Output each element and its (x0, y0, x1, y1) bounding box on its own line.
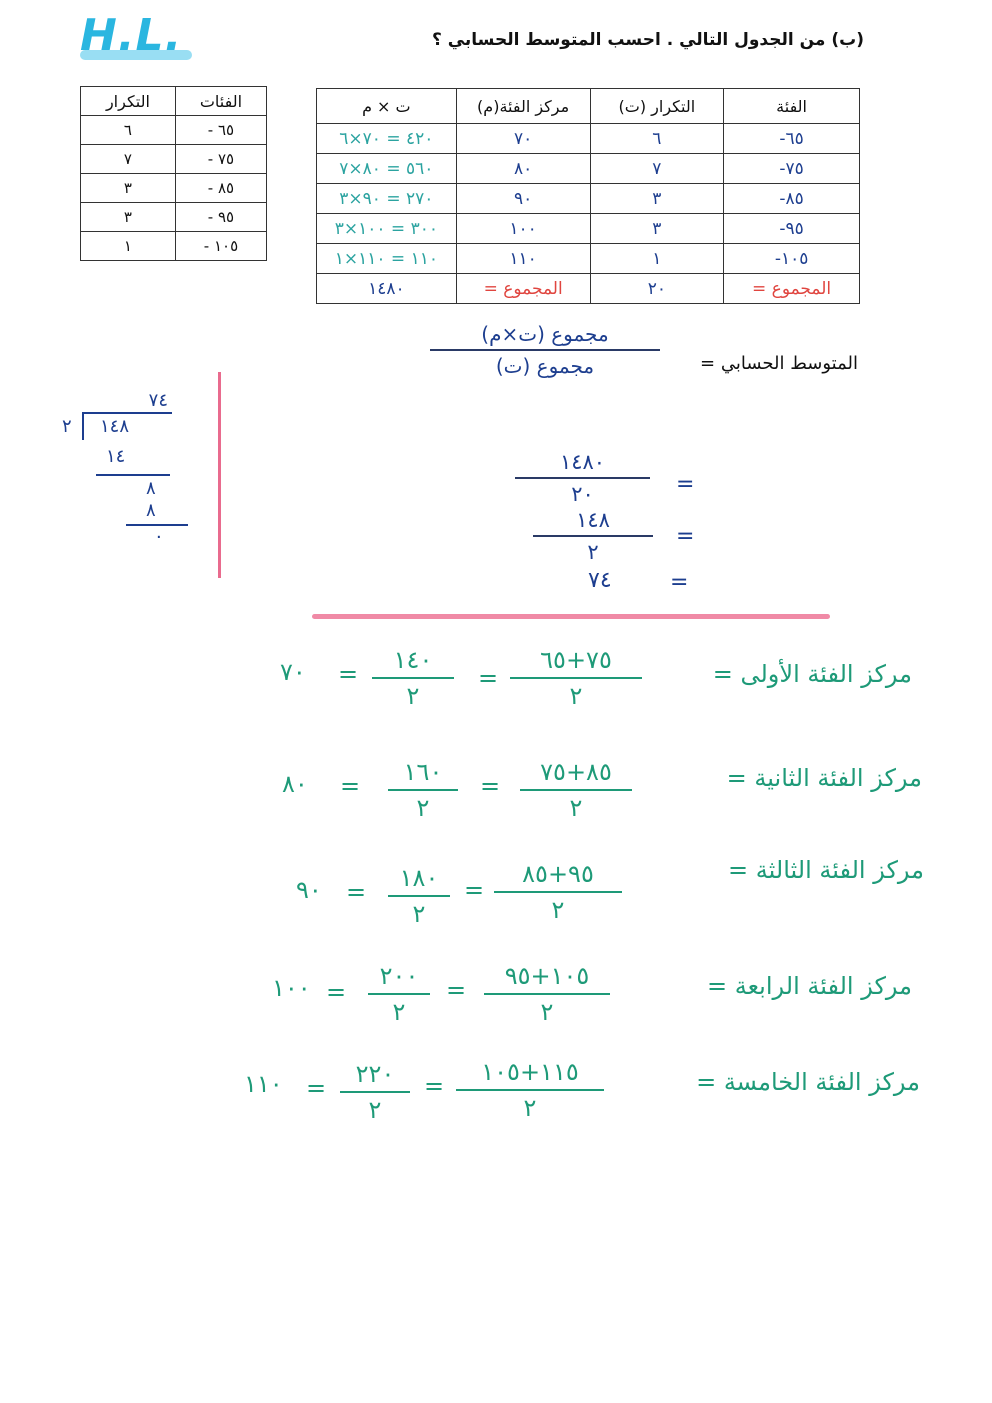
table-row (317, 214, 860, 244)
fraction-bar (456, 1089, 604, 1091)
center-sum-fraction (456, 1058, 604, 1122)
center-total-fraction (340, 1060, 410, 1124)
mean-label: المتوسط الحسابي = (700, 353, 858, 374)
fraction-bar (494, 891, 622, 893)
header-frequency: التكرار (ت) (590, 89, 724, 124)
fraction-bar (533, 535, 653, 537)
header-classes: الفئات (175, 87, 266, 116)
sum-numerator: ٨٥+٧٥ (540, 758, 612, 786)
mean-step2-fraction (533, 508, 653, 564)
division-quotient: ٧٤ (148, 390, 168, 411)
center-sum-fraction (520, 758, 632, 822)
logo-text: H.L. (80, 10, 183, 61)
header-frequency: التكرار (81, 87, 176, 116)
table-header-row (317, 89, 860, 124)
center-cell: ١١٠ (456, 244, 590, 274)
division-line (96, 474, 170, 476)
division-top-line (82, 412, 172, 414)
division-subtract-1: ١٤ (106, 446, 126, 467)
total-frequency: ٢٠ (590, 274, 724, 304)
center-total-fraction (388, 758, 458, 822)
center-result: ١١٠ (244, 1070, 283, 1098)
sum-numerator: ٧٥+٦٥ (540, 646, 612, 674)
step1-numerator: ١٤٨٠ (559, 450, 606, 474)
total-numerator: ٢٢٠ (355, 1060, 395, 1088)
formula-denominator: مجموع (ت) (495, 354, 595, 378)
fraction-bar (510, 677, 642, 679)
division-remainder-1: ٨ (146, 478, 156, 499)
class-cell: ١٠٥- (724, 244, 860, 274)
class-cell: ٨٥ - (175, 174, 266, 203)
freq-cell: ٧ (81, 145, 176, 174)
center-cell: ٩٠ (456, 184, 590, 214)
sum-denominator: ٢ (540, 998, 554, 1026)
freq-cell: ١ (81, 232, 176, 261)
freq-cell: ٣ (81, 174, 176, 203)
center-result: ١٠٠ (272, 974, 311, 1002)
center-label: مركز الفئة الأولى = (712, 660, 912, 688)
table-total-row (317, 274, 860, 304)
freq-cell: ٦ (590, 124, 724, 154)
center-label: مركز الفئة الثالثة = (728, 856, 924, 884)
fraction-bar (520, 789, 632, 791)
pink-divider-horizontal (312, 614, 830, 619)
class-cell: ٩٥ - (175, 203, 266, 232)
sum-denominator: ٢ (569, 682, 583, 710)
center-sum-fraction (494, 860, 622, 924)
total-numerator: ٢٠٠ (379, 962, 419, 990)
freq-cell: ٣ (590, 214, 724, 244)
sum-denominator: ٢ (523, 1094, 537, 1122)
total-label-2: المجموع = (456, 274, 590, 304)
center-cell: ٧٠ (456, 124, 590, 154)
freq-cell: ٦ (81, 116, 176, 145)
total-product: ١٤٨٠ (317, 274, 457, 304)
center-label: مركز الفئة الرابعة = (706, 972, 912, 1000)
class-cell: ٧٥ - (175, 145, 266, 174)
step2-numerator: ١٤٨ (576, 508, 610, 532)
sum-numerator: ١٠٥+٩٥ (504, 962, 590, 990)
division-subtract-2: ٨ (146, 500, 156, 521)
fraction-bar (484, 993, 610, 995)
table-row (317, 244, 860, 274)
center-sum-fraction (510, 646, 642, 710)
center-label: مركز الفئة الخامسة = (696, 1068, 920, 1096)
center-sum-fraction (484, 962, 610, 1026)
total-denominator: ٢ (416, 794, 430, 822)
table-row (317, 124, 860, 154)
center-label: مركز الفئة الثانية = (726, 764, 922, 792)
freq-cell: ٣ (590, 184, 724, 214)
center-result: ٩٠ (296, 876, 322, 904)
center-cell: ٨٠ (456, 154, 590, 184)
total-denominator: ٢ (406, 682, 420, 710)
table-header-row (81, 87, 267, 116)
total-label: المجموع = (724, 274, 860, 304)
table-row (81, 174, 267, 203)
total-numerator: ١٦٠ (403, 758, 443, 786)
fraction-bar (515, 477, 650, 479)
table-row (81, 116, 267, 145)
header-class: الفئة (724, 89, 860, 124)
total-numerator: ١٤٠ (393, 646, 433, 674)
division-bracket (82, 412, 84, 440)
class-cell: ١٠٥ - (175, 232, 266, 261)
table-row (81, 203, 267, 232)
question-text: (ب) من الجدول التالي . احسب المتوسط الحسابي ؟ (431, 30, 864, 50)
total-numerator: ١٨٠ (399, 864, 439, 892)
equals-sign: = (676, 472, 695, 497)
freq-cell: ٣ (81, 203, 176, 232)
center-total-fraction (388, 864, 450, 928)
table-row (81, 145, 267, 174)
header-center: مركز الفئة(م) (456, 89, 590, 124)
product-cell: ٢٧٠ = ٩٠×٣ (317, 184, 457, 214)
division-remainder-2: ٠ (154, 526, 164, 547)
class-cell: ٩٥- (724, 214, 860, 244)
sum-denominator: ٢ (569, 794, 583, 822)
mean-result: ٧٤ (588, 568, 612, 593)
fraction-bar (372, 677, 454, 679)
center-result: ٧٠ (280, 658, 306, 686)
product-cell: ١١٠ = ١١٠×١ (317, 244, 457, 274)
mean-formula-fraction (430, 322, 660, 378)
center-total-fraction (368, 962, 430, 1026)
small-frequency-table (80, 86, 267, 261)
product-cell: ٥٦٠ = ٨٠×٧ (317, 154, 457, 184)
freq-cell: ٧ (590, 154, 724, 184)
freq-cell: ١ (590, 244, 724, 274)
fraction-bar (340, 1091, 410, 1093)
equals-sign: = (676, 524, 695, 549)
step2-denominator: ٢ (587, 540, 599, 564)
sum-denominator: ٢ (551, 896, 565, 924)
total-denominator: ٢ (368, 1096, 382, 1124)
class-cell: ٧٥- (724, 154, 860, 184)
sum-numerator: ١١٥+١٠٥ (481, 1058, 579, 1086)
sum-numerator: ٩٥+٨٥ (522, 860, 594, 888)
fraction-bar (388, 789, 458, 791)
total-denominator: ٢ (392, 998, 406, 1026)
main-calculation-table (316, 88, 860, 304)
center-total-fraction (372, 646, 454, 710)
table-row (81, 232, 267, 261)
logo (80, 10, 200, 72)
pink-divider-vertical (218, 372, 221, 578)
class-cell: ٨٥- (724, 184, 860, 214)
header-product: ت × م (317, 89, 457, 124)
step1-denominator: ٢٠ (571, 482, 594, 506)
product-cell: ٣٠٠ = ١٠٠×٣ (317, 214, 457, 244)
center-cell: ١٠٠ (456, 214, 590, 244)
fraction-bar (430, 349, 660, 351)
division-divisor: ٢ (62, 416, 72, 437)
equals-sign: = (670, 570, 689, 595)
table-row (317, 154, 860, 184)
center-result: ٨٠ (282, 770, 308, 798)
formula-numerator: مجموع (ت×م) (481, 322, 609, 346)
mean-step1-fraction (515, 450, 650, 506)
table-row (317, 184, 860, 214)
class-cell: ٦٥- (724, 124, 860, 154)
long-division (60, 390, 200, 550)
class-cell: ٦٥ - (175, 116, 266, 145)
fraction-bar (388, 895, 450, 897)
product-cell: ٤٢٠ = ٧٠×٦ (317, 124, 457, 154)
division-dividend: ١٤٨ (100, 416, 130, 437)
fraction-bar (368, 993, 430, 995)
total-denominator: ٢ (412, 900, 426, 928)
